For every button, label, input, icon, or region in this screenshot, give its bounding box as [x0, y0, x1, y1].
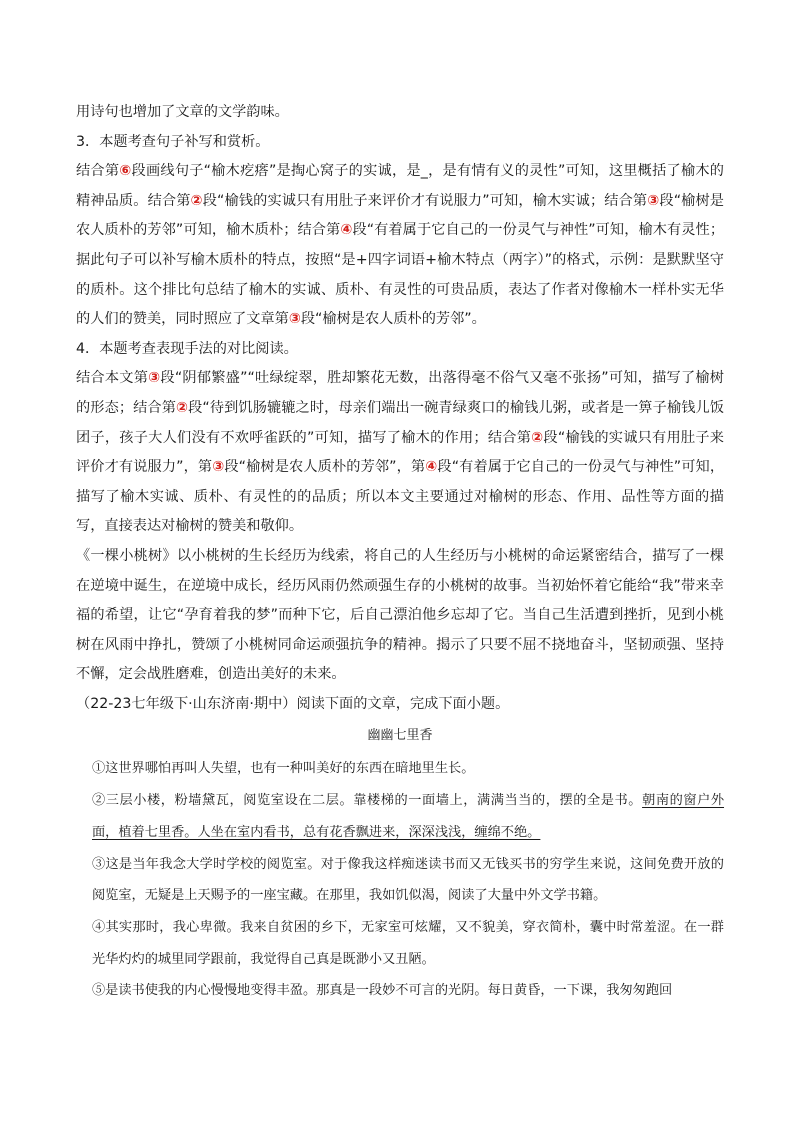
essay-paragraph-4: ④其实那时，我心卑微。我来自贫困的乡下，无家室可炫耀，又不貌美，穿衣简朴，囊中时常羞涩。在一群光华灼灼的城里同学跟前，我觉得自己真是既渺小又丑陋。: [92, 919, 724, 967]
essay-paragraph-5: ⑤是读书使我的内心慢慢地变得丰盈。那真是一段妙不可言的光阴。每日黄昏，一下课，我匆匆跑回: [92, 983, 673, 999]
answer-line-1: 用诗句也增加了文章的文学韵味。: [76, 104, 289, 120]
essay-paragraph-2: ②三层小楼，粉墙黛瓦，阅览室设在二层。靠楼梯的一面墙上，满满当当的，摆的全是书。朝南的窗户外面，植着七里香。人坐在室内看书，总有花香飘进来，深深浅浅，缠绵不绝。: [92, 793, 725, 840]
circle-number-2: ②: [190, 192, 203, 209]
underlined-sentence: 朝南的窗户外面，植着七里香。人坐在室内看书，总有花香飘进来，深深浅浅，缠绵不绝。: [92, 793, 725, 840]
circle-number-2: ②: [531, 429, 544, 446]
essay-paragraph-3: ③这是当年我念大学时学校的阅览室。对于像我这样痴迷读书而又无钱买书的穷学生来说，这间免费开放的阅览室，无疑是上天赐予的一座宝藏。在那里，我如饥似渴，阅读了大量中外文学书籍。: [92, 856, 724, 904]
document-page: [76, 98, 724, 1007]
circle-number-4: ④: [425, 459, 438, 476]
essay-paragraph-1: ①这世界哪怕再叫人失望，也有一种叫美好的东西在暗地里生长。: [92, 761, 475, 777]
question-4-analysis: 结合本文第③段“阴郁繁盛”“吐绿绽翠，胜却繁花无数，出落得毫不俗气又毫不张扬”可知，描写了榆树的形态；结合第②段“待到饥肠辘辘之时，母亲们端出一碗青绿爽口的榆钱儿粥，或者是一箅子榆钱儿饭团子，孩子大人们没有不欢呼雀跃的”可知，描写了榆木的作用；结合第②段“榆钱的实诚只有用肚子来评价才有说服力”，第③段“榆树是农人质朴的芳邻”，第④段“有着属于它自己的一份灵气与神性”可知，描写了榆木实诚、质朴、有灵性的的品质；所以本文主要通过对榆树的形态、作用、品性等方面的描写，直接表达对榆树的赞美和敬仰。: [76, 370, 725, 535]
source-line: （22-23七年级下·山东济南·期中）阅读下面的文章，完成下面小题。: [76, 695, 510, 712]
essay-title: 幽幽七里香: [367, 728, 433, 744]
question-3-heading: 3．本题考查句子补写和赏析。: [76, 133, 270, 150]
question-3-analysis: 结合第⑥段画线句子“榆木疙瘩”是掏心窝子的实诚，是_，是有情有义的灵性”可知，这里概括了榆木的精神品质。结合第②段“榆钱的实诚只有用肚子来评价才有说服力”可知，榆木实诚；结合第③段“榆树是农人质朴的芳邻”可知，榆木质朴；结合第④段“有着属于它自己的一份灵气与神性”可知，榆木有灵性；据此句子可以补写榆木质朴的特点，按照“是+四字词语+榆木特点（两字）”的格式，示例：是默默坚守的质朴。这个排比句总结了榆木的实诚、质朴、有灵性的可贵品质，表达了作者对像榆木一样朴实无华的人们的赞美，同时照应了文章第③段“榆树是农人质朴的芳邻”。: [76, 163, 725, 328]
question-4-comparison: 《一棵小桃树》以小桃树的生长经历为线索，将自己的人生经历与小桃树的命运紧密结合，描写了一棵在逆境中诞生，在逆境中成长，经历风雨仍然顽强生存的小桃树的故事。当初始怀着它能给“我”带来幸福的希望，让它“孕育着我的梦”而种下它，后自己漂泊他乡忘却了它。当自己生活遭到挫折，见到小桃树在风雨中挣扎，赞颂了小桃树同命运顽强抗争的精神。揭示了只要不屈不挠地奋斗，坚韧顽强、坚持不懈，定会战胜磨难，创造出美好的未来。: [76, 547, 724, 683]
question-4-heading: 4．本题考查表现手法的对比阅读。: [76, 340, 298, 357]
circle-number-3: ③: [148, 370, 161, 387]
circle-number-4: ④: [340, 222, 353, 239]
circle-number-3: ③: [212, 459, 225, 476]
circle-number-3: ③: [647, 192, 660, 209]
circle-number-3: ③: [288, 311, 301, 328]
circle-number-2: ②: [176, 399, 189, 416]
circle-number-6: ⑥: [119, 163, 132, 180]
